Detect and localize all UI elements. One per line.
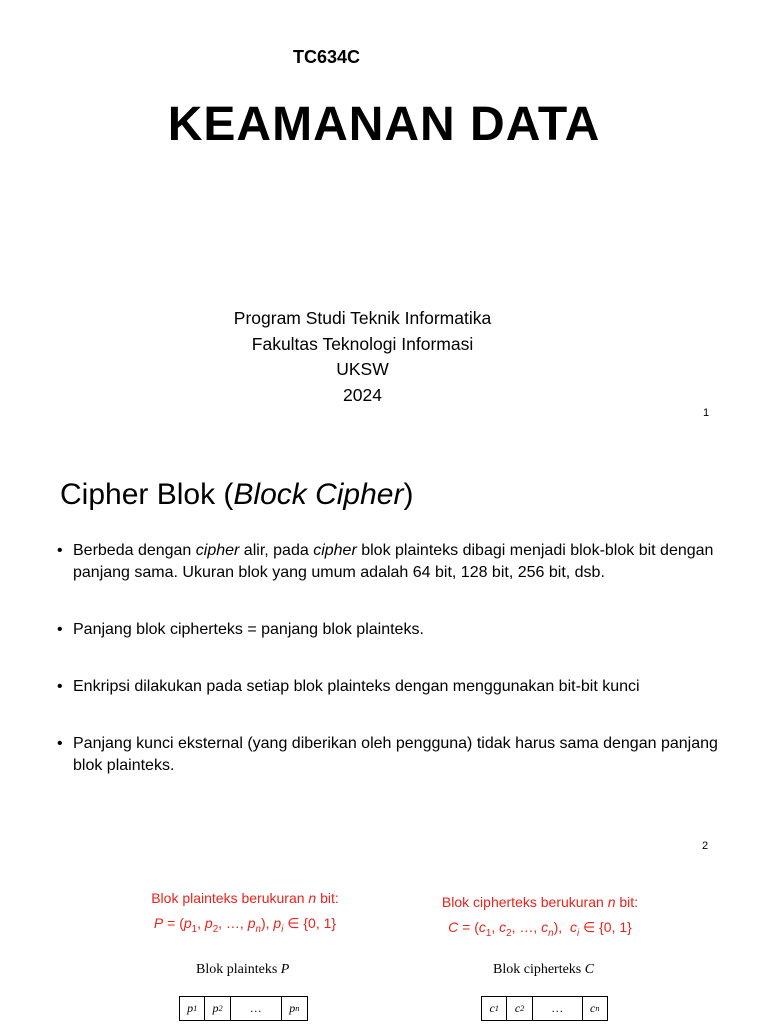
- slide-title: KEAMANAN DATA: [167, 98, 601, 151]
- page-number: 2: [702, 840, 709, 852]
- ciphertext-block-diagram: [481, 996, 608, 1021]
- plaintext-block-diagram: [179, 996, 308, 1021]
- bullet-item: • Enkripsi dilakukan pada setiap blok plainteks dengan menggunakan bit-bit kunci: [55, 676, 745, 698]
- plaintext-block-label: Blok plainteks P: [196, 962, 290, 977]
- institution-line: Fakultas Teknologi Informasi: [251, 333, 474, 354]
- institution-line: UKSW: [336, 359, 389, 379]
- section-heading: Cipher Blok (Block Cipher): [60, 478, 414, 511]
- course-code: TC634C: [293, 47, 361, 67]
- block-cell: c 2: [507, 997, 532, 1020]
- plaintext-caption: Blok plainteks berukuran n bit:: [151, 890, 339, 906]
- block-cell: …: [231, 997, 282, 1020]
- bullet-item: • Berbeda dengan cipher alir, pada cipher blok plainteks dibagi menjadi blok-blok bit dengan panjang sama. Ukuran blok yang umum adalah 64 bit, 128 bit, 256 bit, dsb.: [55, 540, 745, 584]
- bullet-item: • Panjang kunci eksternal (yang diberikan oleh pengguna) tidak harus sama dengan panjang blok plainteks.: [55, 733, 745, 777]
- bullet-item: • Panjang blok cipherteks = panjang blok plainteks.: [55, 619, 745, 641]
- institution-line: 2024: [343, 384, 382, 405]
- ciphertext-block-label: Blok cipherteks C: [493, 962, 595, 977]
- ciphertext-formula: $C = (c_1$, $c_2$, …, $c_n$), $c_i$ ∈ {0, 1}: [448, 919, 632, 939]
- block-cell: p 1: [180, 997, 205, 1020]
- block-cell: c n: [590, 1001, 600, 1015]
- ciphertext-caption: Blok cipherteks berukuran n bit:: [441, 894, 639, 910]
- bullet-list: [55, 540, 745, 812]
- institution-block: [150, 306, 575, 408]
- institution-line: Program Studi Teknik Informatika: [233, 308, 492, 328]
- block-cell: …: [533, 997, 583, 1020]
- block-cell: p n: [289, 1001, 300, 1015]
- block-cell: p 2: [205, 997, 230, 1020]
- block-cell: c 1: [482, 997, 507, 1020]
- page-number: 1: [703, 407, 710, 419]
- plaintext-formula: $P = (p_1$, $p_2$, …, $p_n$), $p_i$ ∈ {0, 1}: [153, 915, 337, 935]
